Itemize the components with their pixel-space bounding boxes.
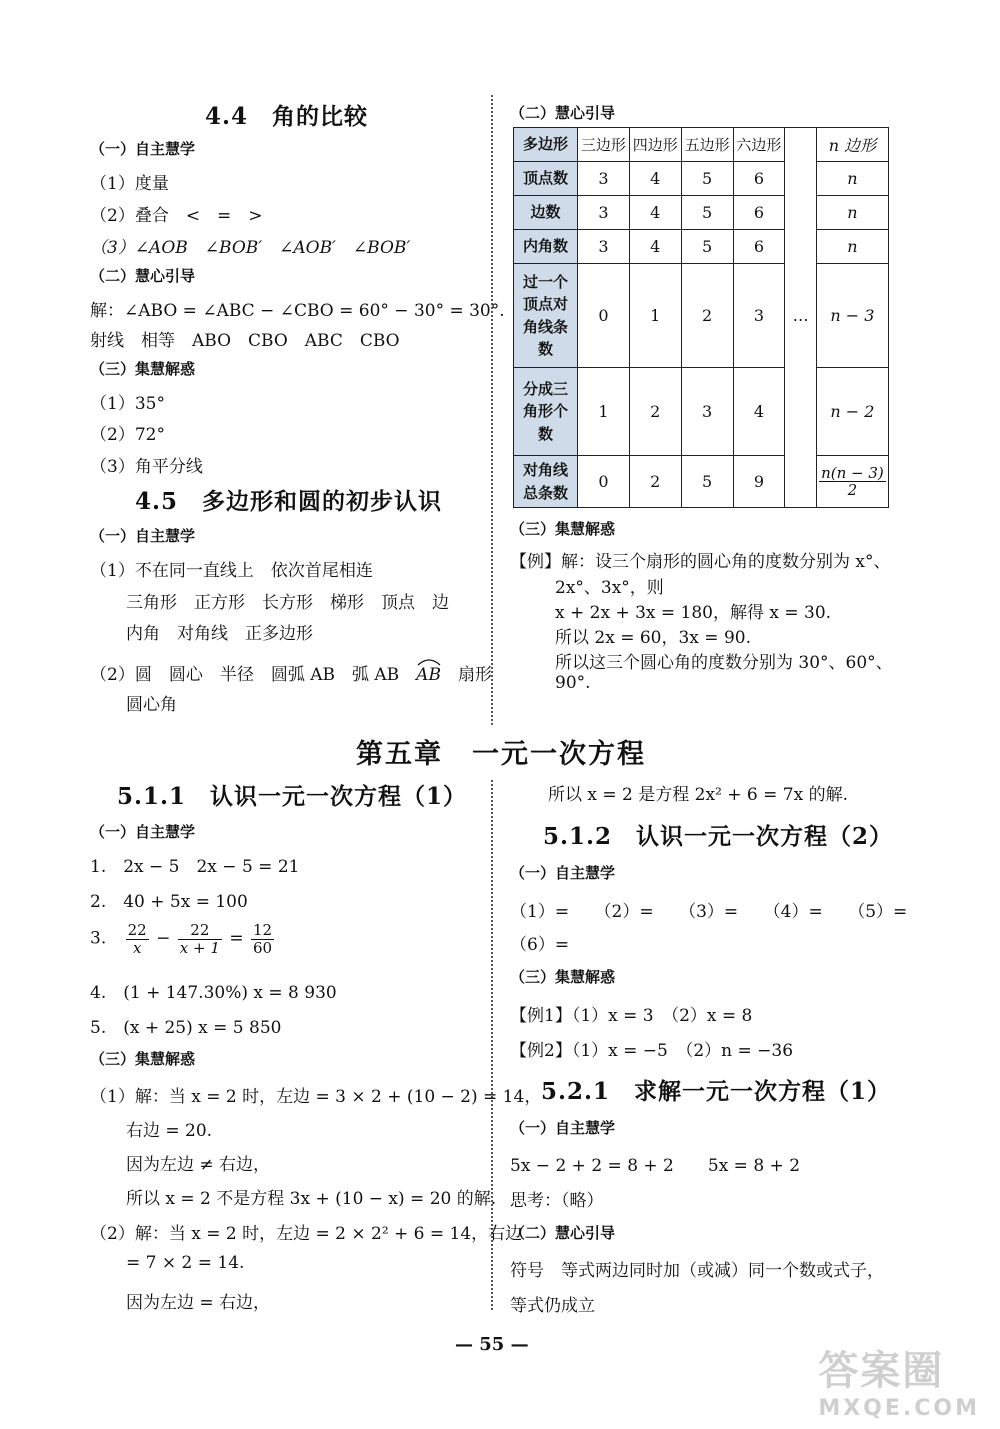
answer-line: 所以 x = 2 是方程 2x² + 6 = 7x 的解. (548, 785, 849, 805)
table-cell: n − 2 (816, 368, 888, 456)
subheading-self-study: （一）自主慧学 (90, 823, 196, 841)
answer-line: = 7 × 2 = 14. (126, 1253, 245, 1273)
table-cell: 0 (578, 456, 630, 508)
answer-line: 符号 等式两边同时加（或减）同一个数或式子， (510, 1261, 884, 1281)
answer-line: （1）35° (90, 394, 165, 414)
operator: − (156, 928, 171, 949)
answer-line: 右边 = 20. (126, 1121, 213, 1141)
table-cell: 2 (629, 368, 681, 456)
answer-line: 所以 x = 2 不是方程 3x + (10 − x) = 20 的解. (126, 1189, 497, 1209)
table-cell: 1 (578, 368, 630, 456)
fraction (251, 922, 274, 956)
subheading-resolve: （三）集慧解惑 (510, 520, 616, 538)
table-cell: 5 (681, 196, 733, 230)
row-label: 对角线总条数 (514, 456, 578, 508)
table-row (514, 264, 889, 368)
answer-line: 2x°、3x°，则 (555, 578, 664, 598)
row-label: 内角数 (514, 230, 578, 264)
table-cell: 5 (681, 456, 733, 508)
table-cell: n (816, 230, 888, 264)
answer-line: 解：∠ABO = ∠ABC − ∠CBO = 60° − 30° = 30°. (90, 301, 505, 321)
table-row (514, 368, 889, 456)
arc-label: AB (416, 665, 441, 685)
watermark-text: 答案圈 (818, 1348, 945, 1394)
watermark-logo (818, 1339, 980, 1421)
subheading-resolve: （三）集慧解惑 (510, 968, 616, 986)
row-label: 分成三角形个数 (514, 368, 578, 456)
fraction-denominator: 2 (847, 481, 858, 499)
answer-line: 所以 2x = 60，3x = 90. (555, 628, 751, 648)
answer-line: 所以这三个圆心角的度数分别为 30°、60°、 (555, 653, 893, 673)
table-row (514, 196, 889, 230)
table-cell: 3 (733, 264, 785, 368)
answer-line: 因为左边 = 右边， (126, 1293, 271, 1313)
answer-line: 因为左边 ≠ 右边， (126, 1155, 271, 1175)
answer-line: 5. (x + 25) x = 5 850 (90, 1018, 282, 1038)
operator: = (229, 928, 244, 949)
answer-line: 圆心角 (126, 695, 177, 715)
arc-icon (416, 658, 442, 666)
answer-line: 思考：（略） (510, 1191, 604, 1211)
table-row (514, 162, 889, 196)
answer-line (90, 922, 276, 956)
table-cell: 3 (578, 196, 630, 230)
answer-line: 内角 对角线 正多边形 (126, 624, 313, 644)
answer-line: （1）度量 (90, 174, 169, 194)
answer-line: 2. 40 + 5x = 100 (90, 892, 248, 912)
table-cell: 4 (629, 230, 681, 264)
table-cell: n (816, 162, 888, 196)
answer-line: （1）= （2）= （3）= （4）= （5）= (510, 902, 908, 922)
table-cell: 5 (681, 162, 733, 196)
section-4-5-title: 4.5 多边形和圆的初步认识 (135, 488, 443, 515)
row-label: 边数 (514, 196, 578, 230)
subheading-guidance: （二）慧心引导 (510, 104, 616, 122)
fraction (819, 465, 886, 499)
table-header-cell: 六边形 (733, 128, 785, 162)
fraction-numerator: 22 (127, 921, 147, 939)
answer-line: 4. (1 + 147.30%) x = 8 930 (90, 983, 337, 1003)
table-header-cell: n 边形 (816, 128, 888, 162)
answer-line: 射线 相等 ABO CBO ABC CBO (90, 331, 400, 351)
answer-line: （2）解：当 x = 2 时，左边 = 2 × 2² + 6 = 14，右边 (90, 1224, 523, 1244)
section-5-1-2-title: 5.1.2 认识一元一次方程（2） (543, 823, 894, 850)
answer-text: （2）圆 圆心 半径 圆弧 AB 弧 AB (90, 665, 417, 685)
table-gap-cell (785, 230, 817, 264)
question-number: 3. (90, 928, 107, 949)
table-cell: n (816, 196, 888, 230)
table-gap-cell (785, 128, 817, 162)
subheading-self-study: （一）自主慧学 (90, 140, 196, 158)
answer-line: （2）72° (90, 425, 165, 445)
answer-text: 扇形 (440, 665, 492, 685)
answer-line: x + 2x + 3x = 180，解得 x = 30. (555, 603, 832, 623)
row-label: 过一个顶点对角线条数 (514, 264, 578, 368)
answer-line: （1）解：当 x = 2 时，左边 = 3 × 2 + (10 − 2) = 14， (90, 1087, 542, 1107)
row-label: 顶点数 (514, 162, 578, 196)
fraction-denominator: 60 (252, 938, 273, 957)
table-cell: 0 (578, 264, 630, 368)
answer-line: （3）∠AOB ∠BOB′ ∠AOB′ ∠BOB′ (90, 238, 411, 258)
table-gap-cell (785, 196, 817, 230)
answer-line: （6）= (510, 935, 570, 955)
answer-line: （3）角平分线 (90, 457, 203, 477)
chapter-title: 第五章 一元一次方程 (356, 739, 646, 770)
table-cell: n − 3 (816, 264, 888, 368)
subheading-resolve: （三）集慧解惑 (90, 1050, 196, 1068)
fraction (178, 922, 222, 956)
table-cell: 4 (733, 368, 785, 456)
fraction (126, 922, 149, 956)
table-header-cell: 三边形 (578, 128, 630, 162)
fraction-denominator: x (132, 938, 142, 957)
subheading-self-study: （一）自主慧学 (510, 864, 616, 882)
fraction-denominator: x + 1 (179, 938, 220, 957)
section-5-1-1-title: 5.1.1 认识一元一次方程（1） (117, 783, 468, 810)
answer-line: 【例1】（1）x = 3 （2）x = 8 (510, 1006, 753, 1026)
table-gap-cell (785, 162, 817, 196)
table-cell: 3 (681, 368, 733, 456)
table-cell (816, 456, 888, 508)
answer-line (90, 660, 492, 685)
section-5-2-1-title: 5.2.1 求解一元一次方程（1） (541, 1078, 892, 1105)
subheading-self-study: （一）自主慧学 (90, 527, 196, 545)
arc-ab-symbol (416, 665, 441, 685)
answer-line: 5x − 2 + 2 = 8 + 2 5x = 8 + 2 (510, 1156, 801, 1176)
answer-line: （1）不在同一直线上 依次首尾相连 (90, 561, 373, 581)
table-cell: 3 (578, 230, 630, 264)
subheading-guidance: （二）慧心引导 (90, 267, 196, 285)
table-header-cell: 多边形 (514, 128, 578, 162)
table-gap-cell (785, 368, 817, 456)
table-cell: 6 (733, 196, 785, 230)
subheading-self-study: （一）自主慧学 (510, 1119, 616, 1137)
table-ellipsis-cell: … (785, 264, 817, 368)
table-row (514, 230, 889, 264)
watermark-url: MXQE.COM (818, 1396, 980, 1421)
table-cell: 6 (733, 162, 785, 196)
table-cell: 2 (681, 264, 733, 368)
fraction-numerator: 22 (178, 922, 222, 940)
answer-line: 等式仍成立 (510, 1296, 595, 1316)
table-header-row (514, 128, 889, 162)
table-cell: 4 (629, 162, 681, 196)
answer-line: 【例】解：设三个扇形的圆心角的度数分别为 x°、 (510, 552, 891, 572)
table-cell: 6 (733, 230, 785, 264)
column-divider (491, 95, 493, 725)
table-cell: 5 (681, 230, 733, 264)
answer-line: 三角形 正方形 长方形 梯形 顶点 边 (126, 593, 449, 613)
page-number: — 55 — (455, 1334, 529, 1355)
section-4-4-title: 4.4 角的比较 (205, 103, 369, 130)
table-cell: 9 (733, 456, 785, 508)
fraction-numerator: n(n − 3) (821, 463, 884, 482)
table-gap-cell (785, 456, 817, 508)
table-cell: 1 (629, 264, 681, 368)
table-header-cell: 四边形 (629, 128, 681, 162)
subheading-resolve: （三）集慧解惑 (90, 360, 196, 378)
table-cell: 3 (578, 162, 630, 196)
fraction-numerator: 12 (252, 921, 273, 939)
table-cell: 2 (629, 456, 681, 508)
table-cell: 4 (629, 196, 681, 230)
table-header-cell: 五边形 (681, 128, 733, 162)
answer-line: 【例2】（1）x = −5 （2）n = −36 (510, 1041, 794, 1061)
answer-line: 1. 2x − 5 2x − 5 = 21 (90, 857, 300, 877)
table-row (514, 456, 889, 508)
polygon-table (513, 127, 889, 508)
answer-line: （2）叠合 < = > (90, 206, 263, 226)
subheading-guidance: （二）慧心引导 (510, 1224, 616, 1242)
answer-line: 90°. (555, 673, 591, 693)
